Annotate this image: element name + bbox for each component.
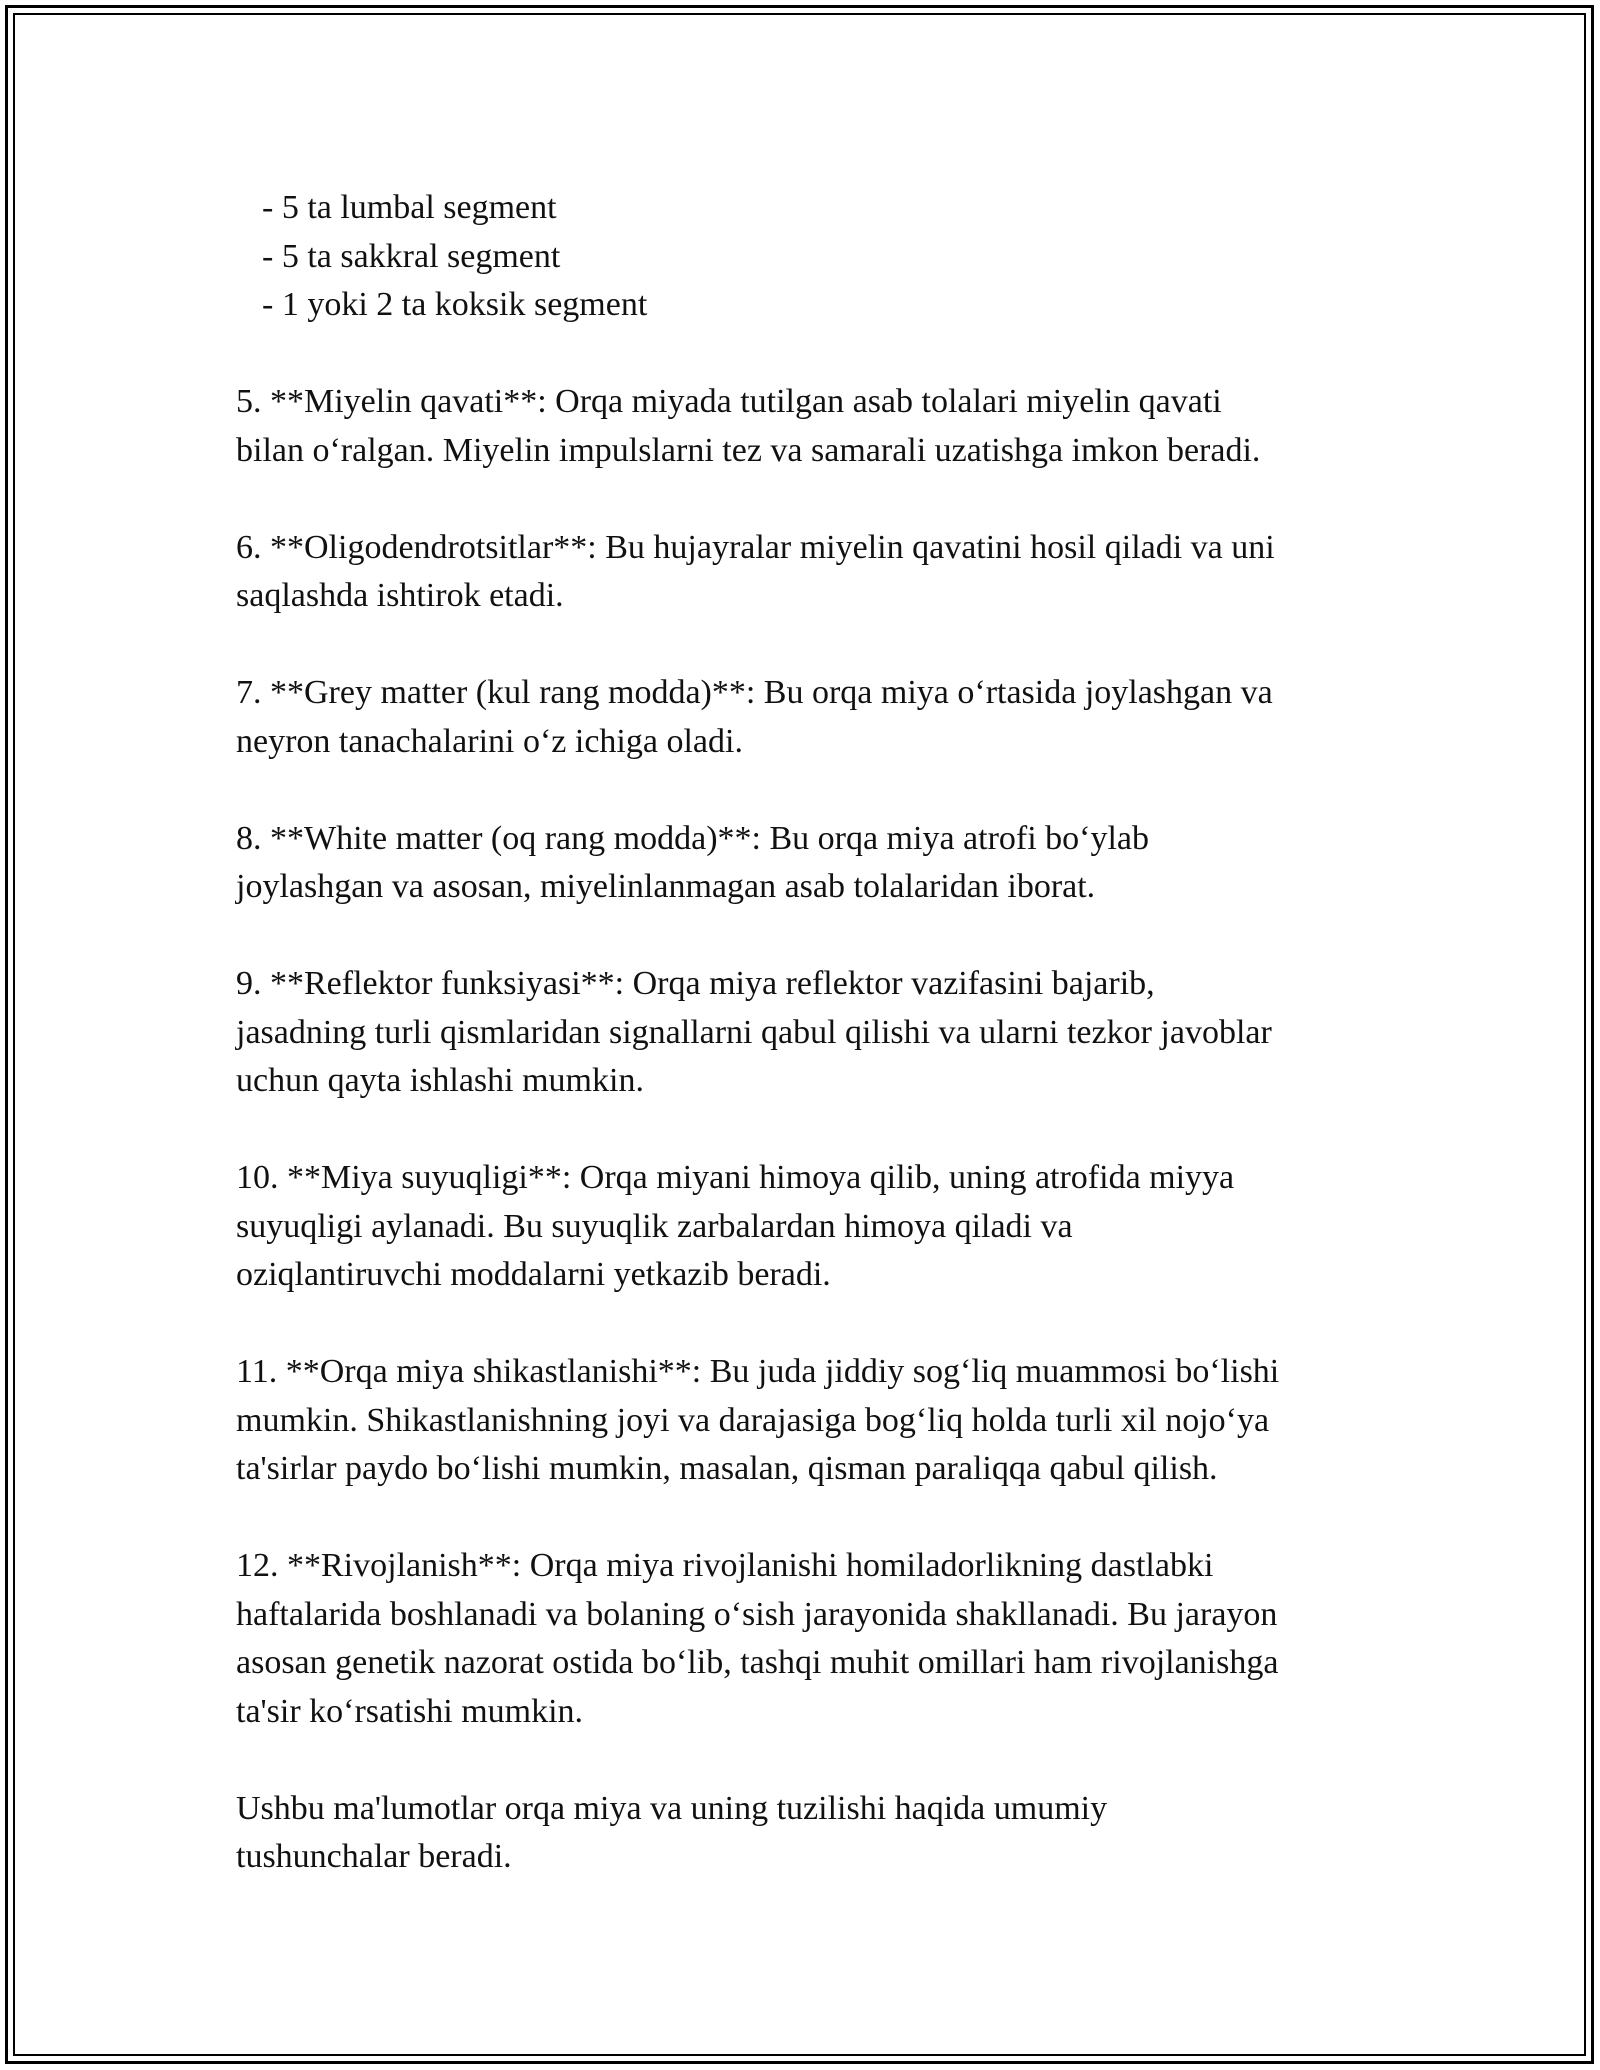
paragraph-line: neyron tanachalarini o‘z ichiga oladi.: [236, 722, 743, 760]
paragraph-line: saqlashda ishtirok etadi.: [236, 577, 564, 614]
paragraph-line: 5. **Miyelin qavati**: Orqa miyada tutilgan asab tolalari miyelin qavati: [236, 383, 1222, 420]
segment-list-item: - 5 ta sakkral segment: [262, 237, 561, 275]
paragraph-rivojlanish: [236, 1542, 1386, 1736]
paragraph-line: bilan o‘ralgan. Miyelin impulslarni tez va samarali uzatishga imkon beradi.: [236, 431, 1261, 469]
paragraph-line: 8. **White matter (oq rang modda)**: Bu orqa miya atrofi bo‘ylab: [236, 819, 1150, 857]
paragraph-white-matter: [236, 815, 1386, 912]
paragraph-line: 12. **Rivojlanish**: Orqa miya rivojlanishi homiladorlikning dastlabki: [236, 1547, 1214, 1584]
paragraph-line: 10. **Miya suyuqligi**: Orqa miyani himoya qilib, uning atrofida miyya: [236, 1159, 1235, 1196]
paragraph-line: mumkin. Shikastlanishning joyi va darajasiga bog‘liq holda turli xil nojo‘ya: [236, 1401, 1270, 1439]
paragraph-conclusion: [236, 1785, 1386, 1882]
paragraph-line: joylashgan va asosan, miyelinlanmagan asab tolalaridan iborat.: [236, 868, 1096, 905]
paragraph-line: jasadning turli qismlaridan signallarni qabul qilishi va ularni tezkor javoblar: [236, 1013, 1272, 1051]
segment-list: [236, 184, 1386, 330]
paragraph-line: ta'sirlar paydo bo‘lishi mumkin, masalan, qisman paraliqqa qabul qilish.: [236, 1450, 1218, 1487]
paragraph-line: 7. **Grey matter (kul rang modda)**: Bu orqa miya o‘rtasida joylashgan va: [236, 674, 1273, 711]
paragraph-line: oziqlantiruvchi moddalarni yetkazib beradi.: [236, 1256, 831, 1293]
paragraph-line: asosan genetik nazorat ostida bo‘lib, tashqi muhit omillari ham rivojlanishga: [236, 1644, 1279, 1681]
paragraph-miya-suyuqligi: [236, 1154, 1386, 1300]
paragraph-oligodendrotsitlar: [236, 524, 1386, 621]
paragraph-line: ta'sir ko‘rsatishi mumkin.: [236, 1692, 584, 1730]
paragraph-line: uchun qayta ishlashi mumkin.: [236, 1062, 644, 1099]
paragraph-line: suyuqligi aylanadi. Bu suyuqlik zarbalardan himoya qiladi va: [236, 1207, 1073, 1245]
segment-list-item: - 1 yoki 2 ta koksik segment: [262, 286, 648, 323]
paragraph-line: 11. **Orqa miya shikastlanishi**: Bu juda jiddiy sog‘liq muammosi bo‘lishi: [236, 1353, 1280, 1390]
paragraph-line: 9. **Reflektor funksiyasi**: Orqa miya reflektor vazifasini bajarib,: [236, 965, 1155, 1002]
paragraph-orqa-miya-shikastlanishi: [236, 1348, 1386, 1494]
segment-list-item: - 5 ta lumbal segment: [262, 189, 557, 226]
paragraph-line: 6. **Oligodendrotsitlar**: Bu hujayralar miyelin qavatini hosil qiladi va uni: [236, 528, 1275, 566]
document-body: [236, 184, 1386, 1882]
paragraph-line: Ushbu ma'lumotlar orqa miya va uning tuzilishi haqida umumiy: [236, 1789, 1108, 1827]
paragraph-miyelin-qavati: [236, 378, 1386, 475]
paragraph-reflektor-funksiyasi: [236, 960, 1386, 1106]
paragraph-line: tushunchalar beradi.: [236, 1838, 512, 1875]
paragraph-line: haftalarida boshlanadi va bolaning o‘sish jarayonida shakllanadi. Bu jarayon: [236, 1595, 1278, 1633]
paragraph-grey-matter: [236, 669, 1386, 766]
